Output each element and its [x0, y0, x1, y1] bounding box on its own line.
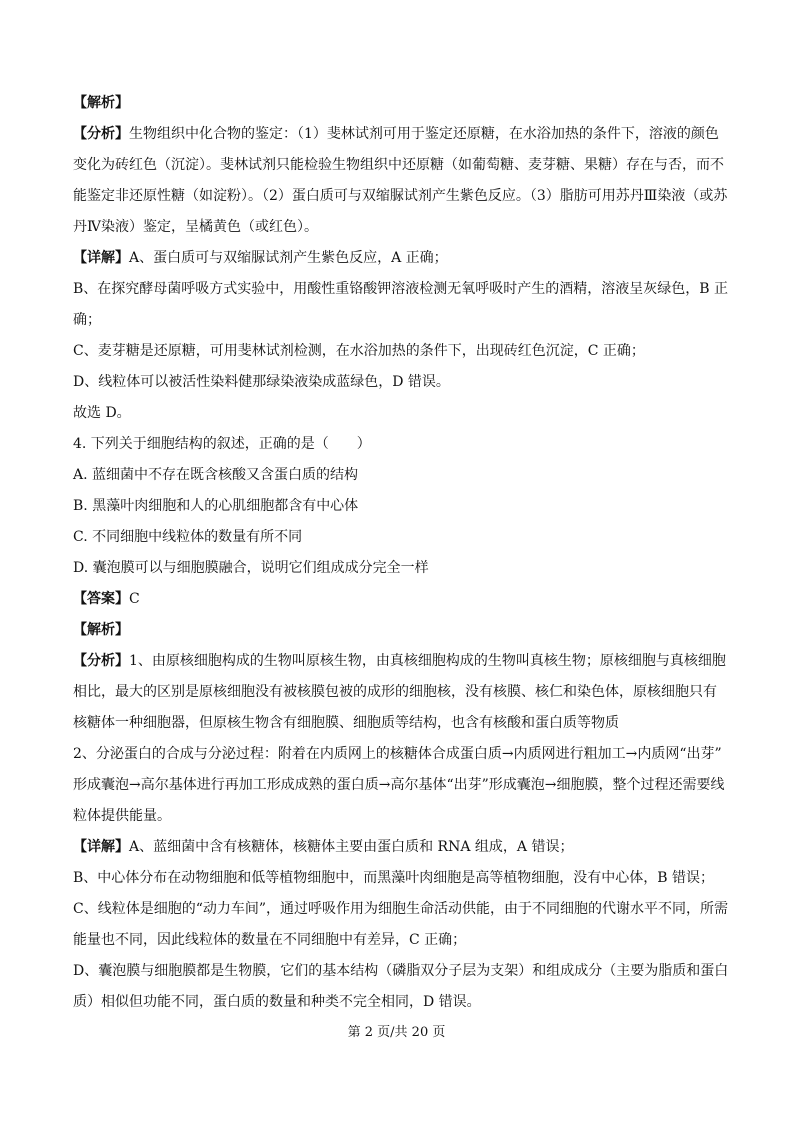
- text-line: [73, 498, 358, 514]
- section-tag: 【详解】: [73, 250, 129, 266]
- text-line: [73, 684, 717, 700]
- section-tag: 【详解】: [73, 839, 129, 855]
- line-text: 粒体提供能量。: [73, 808, 171, 824]
- section-line: [73, 95, 129, 111]
- text-line: [73, 715, 619, 731]
- text-line: [73, 374, 450, 390]
- section-line: [73, 591, 140, 607]
- line-text: B、在探究酵母菌呼吸方式实验中，用酸性重铬酸钾溶液检测无氧呼吸时产生的酒精，溶液呈灰绿色，B 正: [73, 281, 729, 297]
- section-tag: 【分析】: [73, 653, 129, 669]
- text-line: [73, 777, 725, 793]
- section-tag: 【解析】: [73, 622, 129, 638]
- section-line: [73, 126, 719, 142]
- section-line: [73, 839, 573, 855]
- section-tag: 【分析】: [73, 126, 129, 142]
- line-text: D、囊泡膜与细胞膜都是生物膜，它们的基本结构（磷脂双分子层为支架）和组成成分（主要为脂质和蛋白: [73, 963, 729, 979]
- line-text: 质）相似但功能不同，蛋白质的数量和种类不完全相同，D 错误。: [73, 994, 481, 1010]
- line-text: 能量也不同，因此线粒体的数量在不同细胞中有差异，C 正确；: [73, 932, 467, 948]
- line-text: C、麦芽糖是还原糖，可用斐林试剂检测，在水浴加热的条件下，出现砖红色沉淀，C 正确；: [73, 343, 645, 359]
- text-line: [73, 932, 466, 948]
- line-text: A、蛋白质可与双缩脲试剂产生紫色反应，A 正确；: [129, 250, 448, 266]
- line-text: 相比，最大的区别是原核细胞没有被核膜包被的成形的细胞核，没有核膜、核仁和染色体，原核细胞只有: [73, 684, 717, 700]
- line-text: C: [129, 591, 140, 607]
- text-line: [73, 870, 714, 886]
- line-text: 确；: [73, 312, 101, 328]
- section-tag: 【答案】: [73, 591, 129, 607]
- section-line: [73, 622, 129, 638]
- text-line: [73, 560, 429, 576]
- line-text: A、蓝细菌中含有核糖体，核糖体主要由蛋白质和 RNA 组成，A 错误；: [129, 839, 574, 855]
- text-line: [73, 188, 727, 204]
- line-text: 形成囊泡→高尔基体进行再加工形成成熟的蛋白质→高尔基体“出芽”形成囊泡→细胞膜，整个过程还需要线: [73, 777, 725, 793]
- line-text: 4. 下列关于细胞结构的叙述，正确的是（ ）: [73, 436, 371, 452]
- section-line: [73, 250, 448, 266]
- text-line: [73, 312, 101, 328]
- line-text: C、线粒体是细胞的“动力车间”，通过呼吸作用为细胞生命活动供能，由于不同细胞的代谢水平不同，所需: [73, 901, 729, 917]
- line-text: 能鉴定非还原性糖（如淀粉）。（2）蛋白质可与双缩脲试剂产生紫色反应。（3）脂肪可用苏丹Ⅲ染液（或苏: [73, 188, 728, 204]
- text-line: [73, 808, 171, 824]
- text-line: [73, 281, 728, 297]
- line-text: D. 囊泡膜可以与细胞膜融合，说明它们组成成分完全一样: [73, 560, 429, 576]
- text-line: [73, 405, 131, 421]
- text-line: [73, 436, 371, 452]
- text-line: [73, 157, 724, 173]
- line-text: 2、分泌蛋白的合成与分泌过程：附着在内质网上的核糖体合成蛋白质→内质网进行粗加工→内质网“出芽”: [73, 746, 722, 762]
- text-line: [73, 963, 728, 979]
- text-line: [73, 529, 302, 545]
- page-footer: 第 2 页/共 20 页: [347, 1025, 446, 1040]
- text-line: [73, 343, 645, 359]
- text-line: [73, 219, 318, 235]
- text-line: [73, 746, 722, 762]
- line-text: A. 蓝细菌中不存在既含核酸又含蛋白质的结构: [73, 467, 359, 483]
- line-text: D、线粒体可以被活性染料健那绿染液染成蓝绿色，D 错误。: [73, 374, 450, 390]
- line-text: 丹Ⅳ染液）鉴定，呈橘黄色（或红色）。: [73, 219, 318, 235]
- line-text: 生物组织中化合物的鉴定：（1）斐林试剂可用于鉴定还原糖，在水浴加热的条件下，溶液的颜色: [129, 126, 719, 142]
- line-text: C. 不同细胞中线粒体的数量有所不同: [73, 529, 303, 545]
- line-text: 变化为砖红色（沉淀）。斐林试剂只能检验生物组织中还原糖（如葡萄糖、麦芽糖、果糖）存在与否，而不: [73, 157, 724, 173]
- text-line: [73, 467, 358, 483]
- text-line: [73, 994, 481, 1010]
- line-text: B. 黑藻叶肉细胞和人的心肌细胞都含有中心体: [73, 498, 359, 514]
- section-tag: 【解析】: [73, 95, 129, 111]
- section-line: [73, 653, 726, 669]
- line-text: B、中心体分布在动物细胞和低等植物细胞中，而黑藻叶肉细胞是高等植物细胞，没有中心体，B 错误；: [73, 870, 715, 886]
- line-text: 核糖体一种细胞器，但原核生物含有细胞膜、细胞质等结构，也含有核酸和蛋白质等物质: [73, 715, 619, 731]
- line-text: 1、由原核细胞构成的生物叫原核生物，由真核细胞构成的生物叫真核生物；原核细胞与真核细胞: [129, 653, 726, 669]
- line-text: 故选 D。: [73, 405, 131, 421]
- text-line: [73, 901, 728, 917]
